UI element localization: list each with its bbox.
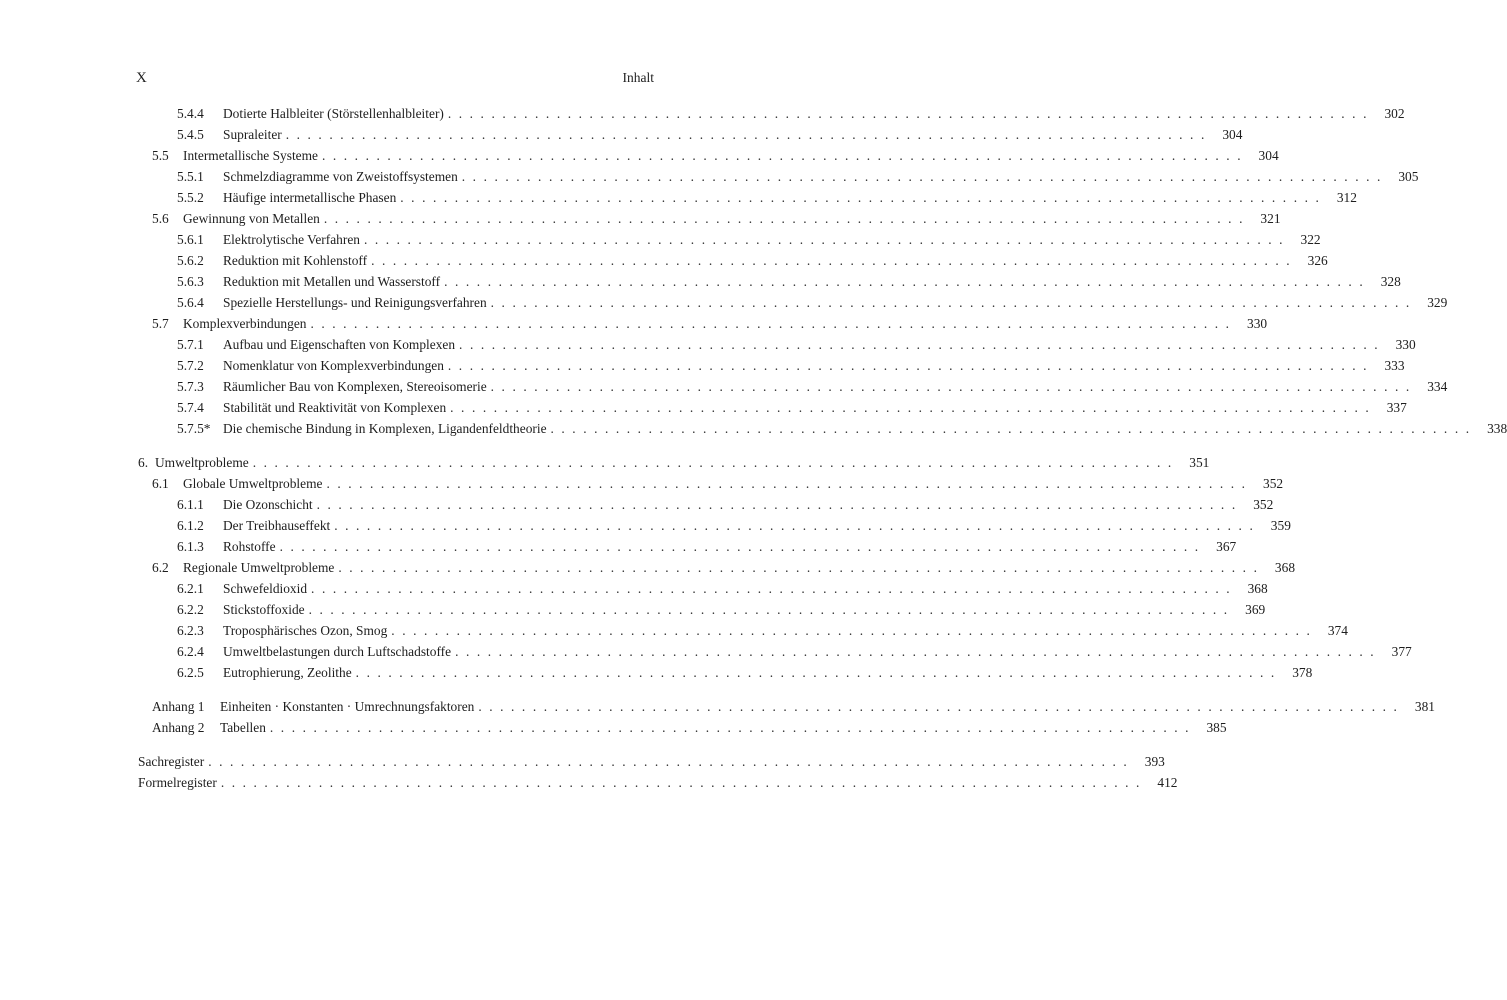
toc-entry-title: Komplexverbindungen [183,316,307,331]
toc-entry-page: 329 [1427,295,1448,310]
dot-leader: . . . . . . . . . . . . . . . . . . . . . . . . . . . . . . . . . . . . . . . . . . . . . . . . . . . . . . . . . . . . . . . . . . . . . . . . . . . . . . . . . . . . . [461,169,1383,184]
toc-entry-number: 5.6.4 [177,295,204,310]
toc-entry-number: 5.5.1 [177,169,204,184]
toc-entry [152,146,1279,166]
dot-leader: . . . . . . . . . . . . . . . . . . . . . . . . . . . . . . . . . . . . . . . . . . . . . . . . . . . . . . . . . . . . . . . . . . . . . . . . . . . . . . . . . . . . . [459,337,1380,352]
toc-entry-title: Einheiten · Konstanten · Umrechnungsfaktoren [220,699,475,714]
dot-leader: . . . . . . . . . . . . . . . . . . . . . . . . . . . . . . . . . . . . . . . . . . . . . . . . . . . . . . . . . . . . . . . . . . . . . . . . . . . . . . . . . . . . . [285,127,1207,142]
toc-entry-page: 378 [1292,665,1313,680]
toc-entry-page: 412 [1157,775,1178,790]
toc-entry-page: 305 [1398,169,1419,184]
toc-entry-page: 304 [1258,148,1279,163]
dot-leader: . . . . . . . . . . . . . . . . . . . . . . . . . . . . . . . . . . . . . . . . . . . . . . . . . . . . . . . . . . . . . . . . . . . . . . . . . . . . . . . . . . . . . [338,560,1260,575]
dot-leader: . . . . . . . . . . . . . . . . . . . . . . . . . . . . . . . . . . . . . . . . . . . . . . . . . . . . . . . . . . . . . . . . . . . . . . . . . . . . . . . . . . . . . [450,400,1371,415]
dot-leader: . . . . . . . . . . . . . . . . . . . . . . . . . . . . . . . . . . . . . . . . . . . . . . . . . . . . . . . . . . . . . . . . . . . . . . . . . . . . . . . . . . . . . [220,775,1142,790]
toc-entry [152,697,1435,717]
toc-entry-number: 5.7 [152,316,169,331]
dot-leader: . . . . . . . . . . . . . . . . . . . . . . . . . . . . . . . . . . . . . . . . . . . . . . . . . . . . . . . . . . . . . . . . . . . . . . . . . . . . . . . . . . . . . [323,211,1245,226]
toc-entry [152,718,1227,738]
toc-entry-number: 5.6.1 [177,232,204,247]
toc-entry-page: 333 [1384,358,1405,373]
toc-entry-page: 368 [1274,560,1296,575]
toc-entry-title: Rohstoffe [223,539,276,554]
toc-entry-number: 5.5 [152,148,169,163]
dot-leader: . . . . . . . . . . . . . . . . . . . . . . . . . . . . . . . . . . . . . . . . . . . . . . . . . . . . . . . . . . . . . . . . . . . . . . . . . . . . . . . . . . . . . [550,421,1472,436]
toc-entry-number: 6.2.4 [177,644,204,659]
toc-entry [177,167,1419,187]
dot-leader: . . . . . . . . . . . . . . . . . . . . . . . . . . . . . . . . . . . . . . . . . . . . . . . . . . . . . . . . . . . . . . . . . . . . . . . . . . . . . . . . . . . . . [455,644,1376,659]
toc-entry-number: 5.5.2 [177,190,204,205]
toc-entry-title: Die Ozonschicht [223,497,313,512]
toc-entry-number: 6.1.1 [177,497,204,512]
toc-entry-number: 5.6.3 [177,274,204,289]
toc-entry-title: Sachregister [138,754,205,769]
table-of-contents [0,104,1507,790]
page-number-roman: X [136,70,147,86]
toc-entry-number: Anhang 2 [152,720,205,735]
toc-entry-page: 381 [1414,699,1435,714]
toc-entry-number: 5.7.4 [177,400,204,415]
dot-leader: . . . . . . . . . . . . . . . . . . . . . . . . . . . . . . . . . . . . . . . . . . . . . . . . . . . . . . . . . . . . . . . . . . . . . . . . . . . . . . . . . . . . . [447,358,1369,373]
toc-entry [177,516,1291,536]
toc-entry-title: Elektrolytische Verfahren [223,232,360,247]
toc-entry [138,752,1165,772]
toc-entry-page: 334 [1427,379,1448,394]
dot-leader: . . . . . . . . . . . . . . . . . . . . . . . . . . . . . . . . . . . . . . . . . . . . . . . . . . . . . . . . . . . . . . . . . . . . . . . . . . . . . . . . . . . . . [490,379,1412,394]
toc-entry-page: 312 [1336,190,1357,205]
dot-leader: . . . . . . . . . . . . . . . . . . . . . . . . . . . . . . . . . . . . . . . . . . . . . . . . . . . . . . . . . . . . . . . . . . . . . . . . . . . . . . . . . . . . . [310,316,1232,331]
toc-entry [138,773,1178,793]
dot-leader: . . . . . . . . . . . . . . . . . . . . . . . . . . . . . . . . . . . . . . . . . . . . . . . . . . . . . . . . . . . . . . . . . . . . . . . . . . . . . . . . . . . . . [208,754,1129,769]
toc-entry-page: 359 [1270,518,1291,533]
toc-entry-number: 5.7.5* [177,421,211,436]
dot-leader: . . . . . . . . . . . . . . . . . . . . . . . . . . . . . . . . . . . . . . . . . . . . . . . . . . . . . . . . . . . . . . . . . . . . . . . . . . . . . . . . . . . . . [311,581,1232,596]
toc-entry [177,621,1348,641]
toc-entry-title: Globale Umweltprobleme [183,476,323,491]
dot-leader: . . . . . . . . . . . . . . . . . . . . . . . . . . . . . . . . . . . . . . . . . . . . . . . . . . . . . . . . . . . . . . . . . . . . . . . . . . . . . . . . . . . . . [371,253,1292,268]
toc-entry [177,272,1401,292]
toc-entry [177,419,1507,439]
toc-entry [177,230,1321,250]
toc-entry-number: 6.2.2 [177,602,204,617]
toc-entry [152,314,1268,334]
toc-entry-number: 5.7.2 [177,358,204,373]
toc-entry [177,188,1357,208]
toc-entry [177,537,1237,557]
toc-entry-title: Reduktion mit Kohlenstoff [223,253,368,268]
toc-entry-page: 302 [1384,106,1405,121]
toc-entry [177,377,1448,397]
toc-entry-page: 330 [1395,337,1416,352]
toc-entry-number: Anhang 1 [152,699,205,714]
toc-entry-number: 5.7.1 [177,337,204,352]
toc-entry-number: 5.6 [152,211,169,226]
toc-entry [177,398,1407,418]
toc-entry-page: 377 [1391,644,1412,659]
toc-entry [177,663,1313,683]
toc-entry [138,453,1210,473]
dot-leader: . . . . . . . . . . . . . . . . . . . . . . . . . . . . . . . . . . . . . . . . . . . . . . . . . . . . . . . . . . . . . . . . . . . . . . . . . . . . . . . . . . . . . [444,274,1365,289]
toc-entry [177,125,1243,145]
dot-leader: . . . . . . . . . . . . . . . . . . . . . . . . . . . . . . . . . . . . . . . . . . . . . . . . . . . . . . . . . . . . . . . . . . . . . . . . . . . . . . . . . . . . . [326,476,1248,491]
toc-entry [177,104,1405,124]
dot-leader: . . . . . . . . . . . . . . . . . . . . . . . . . . . . . . . . . . . . . . . . . . . . . . . . . . . . . . . . . . . . . . . . . . . . . . . . . . . . . . . . . . . . . [391,623,1312,638]
toc-entry-title: Dotierte Halbleiter (Störstellenhalbleiter) [223,106,444,121]
toc-entry-number: 6.1 [152,476,169,491]
dot-leader: . . . . . . . . . . . . . . . . . . . . . . . . . . . . . . . . . . . . . . . . . . . . . . . . . . . . . . . . . . . . . . . . . . . . . . . . . . . . . . . . . . . . . [490,295,1412,310]
toc-entry-number: 6.2.1 [177,581,204,596]
toc-entry-page: 385 [1206,720,1227,735]
toc-entry-page: 330 [1247,316,1268,331]
toc-entry-title: Schwefeldioxid [223,581,308,596]
toc-entry-page: 322 [1300,232,1321,247]
toc-entry-page: 351 [1189,455,1210,470]
toc-entry-number: 5.7.3 [177,379,204,394]
toc-entry-number: 5.4.4 [177,106,204,121]
toc-entry-page: 328 [1380,274,1401,289]
toc-entry [177,579,1268,599]
toc-entry [177,600,1266,620]
dot-leader: . . . . . . . . . . . . . . . . . . . . . . . . . . . . . . . . . . . . . . . . . . . . . . . . . . . . . . . . . . . . . . . . . . . . . . . . . . . . . . . . . . . . . [447,106,1369,121]
page-header [136,70,654,90]
toc-entry-title: Tabellen [220,720,266,735]
dot-leader: . . . . . . . . . . . . . . . . . . . . . . . . . . . . . . . . . . . . . . . . . . . . . . . . . . . . . . . . . . . . . . . . . . . . . . . . . . . . . . . . . . . . . [334,518,1255,533]
toc-entry-title: Nomenklatur von Komplexverbindungen [223,358,444,373]
toc-entry [152,209,1281,229]
toc-entry-page: 352 [1263,476,1284,491]
toc-entry-title: Regionale Umweltprobleme [183,560,335,575]
toc-entry [177,495,1274,515]
toc-entry-title: Der Treibhauseffekt [223,518,331,533]
toc-entry-number: 6.1.3 [177,539,204,554]
dot-leader: . . . . . . . . . . . . . . . . . . . . . . . . . . . . . . . . . . . . . . . . . . . . . . . . . . . . . . . . . . . . . . . . . . . . . . . . . . . . . . . . . . . . . [252,455,1174,470]
toc-entry-number: 6.2.3 [177,623,204,638]
dot-leader: . . . . . . . . . . . . . . . . . . . . . . . . . . . . . . . . . . . . . . . . . . . . . . . . . . . . . . . . . . . . . . . . . . . . . . . . . . . . . . . . . . . . . [308,602,1230,617]
toc-entry [177,356,1405,376]
toc-entry-title: Räumlicher Bau von Komplexen, Stereoisomerie [223,379,487,394]
toc-entry-number: 5.4.5 [177,127,204,142]
toc-entry-page: 352 [1253,497,1274,512]
toc-entry-title: Supraleiter [223,127,282,142]
dot-leader: . . . . . . . . . . . . . . . . . . . . . . . . . . . . . . . . . . . . . . . . . . . . . . . . . . . . . . . . . . . . . . . . . . . . . . . . . . . . . . . . . . . . . [321,148,1243,163]
toc-entry-number: 6.1.2 [177,518,204,533]
toc-entry-page: 368 [1247,581,1268,596]
dot-leader: . . . . . . . . . . . . . . . . . . . . . . . . . . . . . . . . . . . . . . . . . . . . . . . . . . . . . . . . . . . . . . . . . . . . . . . . . . . . . . . . . . . . . [478,699,1399,714]
toc-entry-number: 5.6.2 [177,253,204,268]
toc-entry-page: 321 [1260,211,1281,226]
toc-entry-page: 326 [1307,253,1328,268]
toc-entry-title: Eutrophierung, Zeolithe [223,665,352,680]
toc-entry-title: Intermetallische Systeme [183,148,318,163]
dot-leader: . . . . . . . . . . . . . . . . . . . . . . . . . . . . . . . . . . . . . . . . . . . . . . . . . . . . . . . . . . . . . . . . . . . . . . . . . . . . . . . . . . . . . [269,720,1191,735]
dot-leader: . . . . . . . . . . . . . . . . . . . . . . . . . . . . . . . . . . . . . . . . . . . . . . . . . . . . . . . . . . . . . . . . . . . . . . . . . . . . . . . . . . . . . [355,665,1277,680]
toc-entry-title: Gewinnung von Metallen [183,211,320,226]
dot-leader: . . . . . . . . . . . . . . . . . . . . . . . . . . . . . . . . . . . . . . . . . . . . . . . . . . . . . . . . . . . . . . . . . . . . . . . . . . . . . . . . . . . . . [279,539,1201,554]
toc-entry-title: Häufige intermetallische Phasen [223,190,397,205]
toc-entry-title: Troposphärisches Ozon, Smog [223,623,388,638]
toc-entry-title: Stabilität und Reaktivität von Komplexen [223,400,447,415]
dot-leader: . . . . . . . . . . . . . . . . . . . . . . . . . . . . . . . . . . . . . . . . . . . . . . . . . . . . . . . . . . . . . . . . . . . . . . . . . . . . . . . . . . . . . [363,232,1285,247]
dot-leader: . . . . . . . . . . . . . . . . . . . . . . . . . . . . . . . . . . . . . . . . . . . . . . . . . . . . . . . . . . . . . . . . . . . . . . . . . . . . . . . . . . . . . [400,190,1321,205]
toc-entry [152,474,1284,494]
toc-entry-number: 6.2 [152,560,169,575]
toc-entry-title: Spezielle Herstellungs- und Reinigungsverfahren [223,295,487,310]
toc-entry-page: 338 [1487,421,1507,436]
toc-entry-title: Formelregister [138,775,217,790]
toc-entry-title: Umweltprobleme [155,455,249,470]
toc-entry-title: Umweltbelastungen durch Luftschadstoffe [223,644,452,659]
dot-leader: . . . . . . . . . . . . . . . . . . . . . . . . . . . . . . . . . . . . . . . . . . . . . . . . . . . . . . . . . . . . . . . . . . . . . . . . . . . . . . . . . . . . . [316,497,1238,512]
toc-entry-page: 337 [1386,400,1407,415]
toc-entry [177,251,1328,271]
running-head: Inhalt [622,70,654,85]
toc-entry-title: Reduktion mit Metallen und Wasserstoff [223,274,441,289]
toc-entry-title: Schmelzdiagramme von Zweistoffsystemen [223,169,458,184]
toc-entry-title: Die chemische Bindung in Komplexen, Ligandenfeldtheorie [223,421,547,436]
toc-entry-page: 374 [1327,623,1348,638]
toc-entry-title: Stickstoffoxide [223,602,305,617]
toc-entry [177,293,1448,313]
toc-entry-title: Aufbau und Eigenschaften von Komplexen [223,337,456,352]
toc-entry-number: 6.2.5 [177,665,204,680]
toc-entry-page: 369 [1245,602,1266,617]
toc-entry [152,558,1296,578]
toc-entry-page: 367 [1216,539,1237,554]
toc-entry-page: 304 [1222,127,1243,142]
toc-entry [177,335,1416,355]
toc-entry-page: 393 [1144,754,1165,769]
toc-entry-number: 6. [138,455,149,470]
toc-entry [177,642,1412,662]
